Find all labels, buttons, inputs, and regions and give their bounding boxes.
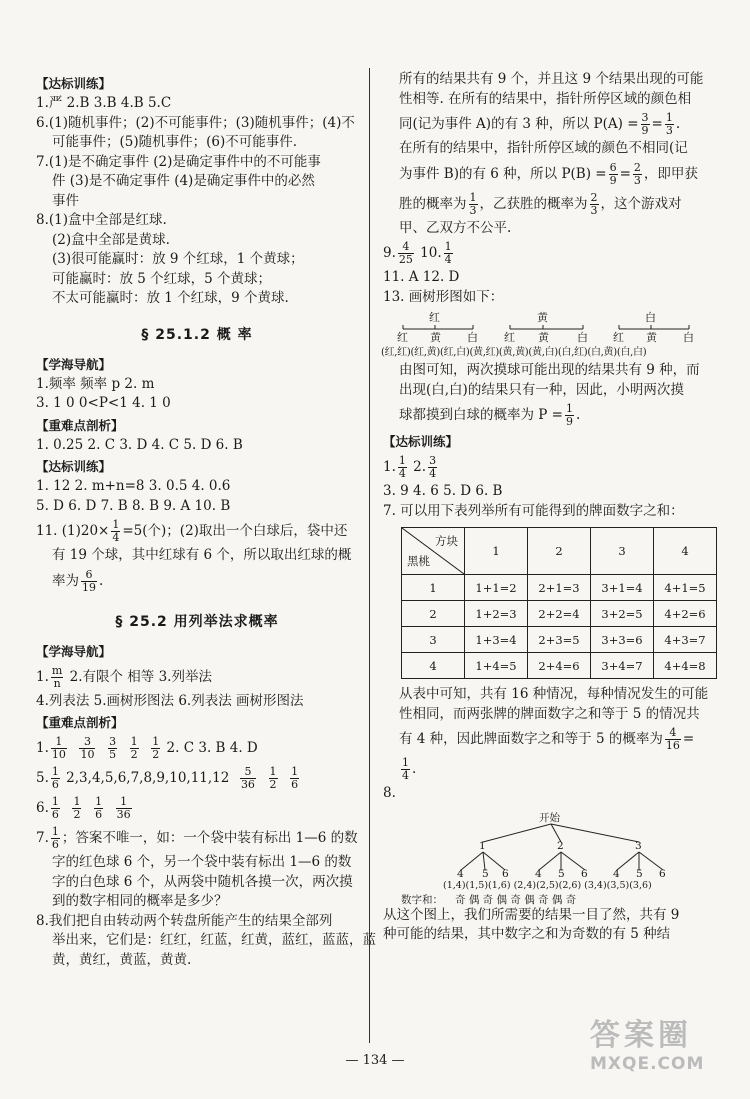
section-title: § 25.1.2 概 率 (141, 326, 253, 343)
tree-node: 5 (482, 867, 489, 880)
table-row (402, 627, 717, 653)
right-column (383, 70, 718, 945)
denominator: 3 (633, 173, 641, 187)
answer-line: 字的白色球 6 个，从两袋中随机各摸一次，两次摸 (52, 873, 353, 890)
answer-line: 4.列表法 5.画树形图法 6.列表法 画树形图法 (36, 692, 304, 709)
section-header: 【学海导航】 (36, 356, 112, 372)
answer-line: 可能赢时：放 5 个红球，5 个黄球； (52, 270, 272, 287)
answer-line: 不太可能赢时：放 1 个红球，9 个黄球. (52, 290, 289, 306)
numerator: 3 (641, 111, 649, 124)
answer-line: 所有的结果共有 9 个，并且这 9 个结果出现的可能 (399, 71, 704, 87)
tree-node: 2 (557, 839, 564, 852)
table-cell: 4+1=5 (654, 575, 717, 601)
numerator: 6 (81, 569, 97, 582)
tree-node: 黄 (538, 331, 549, 344)
section-header: 【达标训练】 (36, 459, 112, 474)
answer-line: 胜的概率为 $\frac{1}{3}$ ，乙获胜的概率为 $\frac{2}{3}$ ，这个游戏对 (399, 190, 682, 217)
tree-node: 5 (636, 867, 643, 880)
denominator: 2 (269, 778, 277, 791)
section-header: 【学海导航】 (36, 643, 112, 659)
fraction (51, 665, 63, 690)
fraction (116, 796, 132, 821)
numerator: 2 (633, 160, 641, 174)
answer-line: 8.(1)盒中全部是红球. (36, 212, 167, 228)
tree-node: 黄 (646, 331, 657, 344)
numerator: 5 (240, 766, 256, 779)
tree-root: 开始 (539, 811, 560, 824)
section-title: § 25.2 用列举法求概率 (115, 613, 279, 630)
tree-node: 6 (659, 867, 666, 880)
denominator: 9 (565, 415, 573, 428)
table-cell: 4+4=8 (654, 653, 717, 679)
tree-node: 4 (535, 867, 542, 880)
fraction (51, 796, 60, 821)
fraction (94, 796, 103, 821)
denominator: n (53, 676, 61, 690)
answer-line: 1.频率 频率 p 2. m (36, 375, 155, 392)
answer-line: 1. $\frac{1}{10}$ $\frac{3}{10}$ $\frac{3}{5}$ $\frac{1}{2}$ $\frac{1}{2}$ 2. C 3. B 4. D (36, 735, 258, 761)
table-row-header: 1 (402, 575, 465, 601)
denominator: 9 (609, 173, 617, 187)
answer-line: (3)很可能赢时：放 9 个红球，1 个黄球； (52, 251, 304, 267)
answer-line: 性相同，而两张牌的牌面数字之和等于 5 的情况共 (399, 705, 700, 722)
fraction (428, 455, 437, 480)
fraction (665, 727, 681, 752)
answer-line: 为事件 B)的有 6 种，所以 P(B) = $\frac{6}{9}$ = $\frac{2}{3}$ ，即甲获 (399, 160, 698, 187)
denominator: 3 (590, 203, 598, 217)
fraction (130, 736, 139, 761)
column-divider (369, 68, 370, 1043)
answer-line: 在所有的结果中，指针所停区域的颜色不相同(记 (399, 140, 688, 156)
table-row-header: 4 (402, 653, 465, 679)
numerator: 1 (51, 736, 67, 749)
numerator: 1 (95, 795, 103, 808)
answer-line: 9. $\frac{4}{25}$ 10. $\frac{1}{4}$ (383, 240, 452, 266)
denominator: 10 (80, 748, 95, 761)
tree-node: 黄 (430, 331, 441, 344)
numerator: 1 (73, 795, 81, 808)
tree-diagram-colors (383, 311, 718, 359)
numerator: 1 (402, 756, 409, 769)
answer-line: 性相等. 在所有的结果中，指针所停区域的颜色相 (399, 90, 692, 107)
tree-node: 白 (645, 311, 656, 324)
corner-top-label: 方块 (435, 534, 458, 548)
fraction (51, 826, 60, 851)
fraction (444, 241, 453, 266)
table-cell: 2+3=5 (528, 627, 591, 653)
sum-label: 数字和： (401, 893, 443, 906)
watermark-text: 答案圈 (590, 1018, 692, 1053)
table-corner-cell (402, 528, 465, 575)
answer-line: 字的红色球 6 个，另一个袋中装有标出 1—6 的数 (52, 854, 352, 870)
denominator: 4 (398, 467, 406, 480)
answer-line: 1.严 2.B 3.B 4.B 5.C (36, 95, 172, 111)
answer-line: 可能事件；(5)随机事件；(6)不可能事件. (52, 134, 298, 150)
fraction (398, 241, 414, 266)
denominator: 10 (51, 748, 66, 761)
table-row (402, 575, 717, 601)
tree-node: 白 (467, 331, 478, 344)
left-column (36, 72, 376, 970)
fraction (290, 766, 299, 791)
answer-line: 8.我们把自由转动两个转盘所能产生的结果全部列 (36, 912, 333, 929)
denominator: 6 (51, 778, 59, 791)
fraction (240, 766, 256, 791)
section-header: 【达标训练】 (383, 434, 459, 449)
answer-line: 由图可知，两次摸球可能出现的结果共有 9 种，而 (399, 362, 700, 378)
sum-table (401, 527, 717, 679)
answer-line: 6. $\frac{1}{6}$ $\frac{1}{2}$ $\frac{1}{6}$ $\frac{1}{36}$ (36, 795, 131, 821)
tree-node: 1 (479, 839, 486, 852)
fraction (51, 766, 60, 791)
numerator: 2 (590, 190, 598, 204)
table-row (402, 601, 717, 627)
denominator: 36 (116, 808, 131, 821)
answer-line: 有 4 种，因此牌面数字之和等于 5 的概率为 $\frac{4}{16}$ = (399, 726, 695, 752)
tree-node: 5 (558, 867, 565, 880)
fraction (590, 192, 599, 217)
tree-node: 黄 (537, 311, 548, 324)
numerator: m (51, 663, 63, 677)
answer-line: 7. 可以用下表列举所有可能得到的牌面数字之和： (383, 502, 684, 519)
fraction (641, 112, 650, 137)
denominator: 2 (152, 748, 160, 761)
numerator: 1 (444, 240, 452, 253)
parity-row: 奇 偶 奇 偶 奇 偶 奇 偶 奇 (455, 893, 577, 906)
tree-node: 4 (613, 867, 620, 880)
numerator: 3 (429, 454, 437, 467)
table-cell: 3+4=7 (591, 653, 654, 679)
fraction (398, 455, 407, 480)
denominator: 6 (51, 808, 59, 821)
denominator: 2 (130, 748, 138, 761)
answer-line: 甲、乙双方不公平. (399, 219, 512, 236)
numerator: 4 (398, 241, 414, 254)
answer-line: $\frac{1}{4}$ . (402, 756, 417, 782)
numerator: 1 (291, 765, 299, 778)
numerator: 1 (665, 111, 673, 124)
page-number: — 134 — (345, 1053, 405, 1068)
numerator: 6 (609, 160, 617, 174)
answer-line: 7. $\frac{1}{6}$ ；答案不唯一，如：一个袋中装有标出 1—6 的数 (36, 825, 358, 851)
watermark-logo (590, 1010, 740, 1080)
numerator: 1 (269, 765, 277, 778)
answer-line: 1. 12 2. m+n=8 3. 0.5 4. 0.6 (36, 478, 231, 494)
denominator: 16 (665, 739, 680, 752)
denominator: 36 (240, 778, 255, 791)
tree-node: 6 (581, 867, 588, 880)
numerator: 4 (665, 727, 681, 740)
answer-line: 7.(1)是不确定事件 (2)是确定事件中的不可能事 (36, 153, 321, 170)
answer-line: 从这个图上，我们所需要的结果一目了然，共有 9 (383, 906, 680, 923)
answer-line: 事件 (52, 192, 79, 209)
fraction (609, 162, 618, 187)
section-header: 【达标训练】 (36, 76, 112, 91)
numerator: 1 (565, 402, 573, 415)
answer-line: 球都摸到白球的概率为 P = $\frac{1}{9}$ . (399, 402, 581, 428)
table-row-header: 3 (402, 627, 465, 653)
answer-line: 11. (1)20× $\frac{1}{4}$ =5(个)；(2)取出一个白球后，袋中还 (36, 518, 348, 544)
fraction (401, 757, 410, 782)
table-cell: 1+3=4 (465, 627, 528, 653)
numerator: 1 (398, 454, 406, 467)
table-cell: 3+3=6 (591, 627, 654, 653)
table-cell: 1+1=2 (465, 575, 528, 601)
answer-line: 举出来，它们是：红红，红蓝，红黄，蓝红，蓝蓝，蓝 (52, 932, 376, 948)
table-cell: 2+2=4 (528, 601, 591, 627)
fraction (72, 796, 81, 821)
fraction (633, 162, 642, 187)
numerator: 1 (469, 190, 477, 204)
answer-line: 有 19 个球，其中红球有 6 个，所以取出红球的概 (52, 547, 352, 563)
denominator: 19 (82, 580, 96, 594)
tree-node: 红 (613, 331, 624, 344)
answer-line: 5. D 6. D 7. B 8. B 9. A 10. B (36, 497, 231, 514)
denominator: 3 (665, 124, 673, 137)
answer-line: 1. $\frac{1}{4}$ 2. $\frac{3}{4}$ (383, 454, 437, 480)
table-col-header: 3 (591, 528, 654, 575)
answer-line: 5. $\frac{1}{6}$ 2,3,4,5,6,7,8,9,10,11,12 $\frac{5}{36}$ $\frac{1}{2}$ $\frac{1}{6}$ (36, 765, 299, 791)
answer-line: 3. 1 0 0<P<1 4. 1 0 (36, 395, 171, 411)
table-cell: 4+3=7 (654, 627, 717, 653)
answer-line: 到的数字相同的概率是多少？ (52, 893, 228, 909)
denominator: 6 (51, 838, 59, 851)
table-col-header: 4 (654, 528, 717, 575)
numerator: 1 (112, 518, 120, 531)
answer-line: 出现(白,白)的结果只有一种，因此，小明两次摸 (399, 381, 684, 398)
numerator: 3 (79, 736, 95, 749)
watermark-url: MXQE.COM (590, 1054, 705, 1074)
tree-node: 白 (577, 331, 588, 344)
fraction (469, 192, 478, 217)
table-cell: 3+2=5 (591, 601, 654, 627)
denominator: 3 (469, 203, 477, 217)
answer-line: 1. $\frac{m}{n}$ 2.有限个 相等 3.列举法 (36, 663, 212, 690)
denominator: 6 (95, 808, 103, 821)
corner-bottom-label: 黑桃 (407, 554, 430, 568)
numerator: 1 (51, 765, 59, 778)
fraction (665, 112, 674, 137)
table-row (402, 653, 717, 679)
table-header-row (402, 528, 717, 575)
tree-pairs: (1,4)(1,5)(1,6) (2,4)(2,5)(2,6) (3,4)(3,5)(3,6) (443, 879, 652, 891)
tree-diagram-numbers (383, 808, 718, 904)
answer-line: 3. 9 4. 6 5. D 6. B (383, 483, 503, 499)
fraction (81, 569, 97, 594)
tree-node: 白 (683, 331, 694, 344)
fraction (111, 519, 120, 544)
table-cell: 1+2=3 (465, 601, 528, 627)
table-cell: 4+2=6 (654, 601, 717, 627)
answer-line: (2)盒中全部是黄球. (52, 231, 170, 248)
denominator: 6 (291, 778, 299, 791)
denominator: 4 (444, 253, 452, 266)
denominator: 5 (109, 748, 117, 761)
table-cell: 2+1=3 (528, 575, 591, 601)
table-cell: 3+1=4 (591, 575, 654, 601)
tree-node: 红 (504, 331, 515, 344)
answer-line: 11. A 12. D (383, 269, 460, 285)
tree-outcomes: (红,红)(红,黄)(红,白)(黄,红)(黄,黄)(黄,白)(白,红)(白,黄)(白,白) (381, 347, 647, 358)
table-col-header: 1 (465, 528, 528, 575)
denominator: 4 (429, 467, 437, 480)
answer-line: 6.(1)随机事件；(2)不可能事件；(3)随机事件；(4)不 (36, 114, 355, 131)
fraction (269, 766, 278, 791)
table-row-header: 2 (402, 601, 465, 627)
denominator: 25 (398, 253, 413, 266)
tree-node: 4 (457, 867, 464, 880)
answer-line: 8. (383, 785, 396, 801)
answer-line: 13. 画树形图如下： (383, 288, 504, 305)
answer-line: 同(记为事件 A)的有 3 种，所以 P(A) = $\frac{3}{9}$ = $\frac{1}{3}$ . (399, 111, 681, 137)
answer-line: 率为 $\frac{6}{19}$ . (52, 567, 104, 594)
numerator: 1 (152, 735, 160, 748)
numerator: 1 (51, 795, 59, 808)
tree-node: 6 (502, 867, 509, 880)
answer-line: 件 (3)是不确定事件 (4)是确定事件中的必然 (52, 173, 315, 189)
section-header: 【重难点剖析】 (36, 715, 124, 730)
answer-line: 黄，黄红，黄蓝，黄黄. (52, 951, 192, 968)
tree-node: 红 (429, 311, 440, 324)
numerator: 3 (109, 735, 117, 748)
denominator: 4 (112, 531, 120, 544)
numerator: 1 (51, 825, 59, 838)
answer-line: 种可能的结果，其中数字之和为奇数的有 5 种结 (383, 926, 671, 942)
table-col-header: 2 (528, 528, 591, 575)
fraction (565, 403, 574, 428)
tree-node: 红 (397, 331, 408, 344)
table-cell: 2+4=6 (528, 653, 591, 679)
table-cell: 1+4=5 (465, 653, 528, 679)
denominator: 9 (641, 124, 649, 137)
denominator: 2 (73, 808, 81, 821)
fraction (51, 736, 67, 761)
fraction (79, 736, 95, 761)
answer-line: 1. 0.25 2. C 3. D 4. C 5. D 6. B (36, 436, 243, 453)
tree-node: 3 (635, 839, 642, 852)
answer-line: 从表中可知，共有 16 种情况，每种情况发生的可能 (399, 686, 709, 702)
fraction (151, 736, 160, 761)
section-header: 【重难点剖析】 (36, 417, 124, 433)
denominator: 4 (402, 769, 409, 782)
fraction (108, 736, 117, 761)
numerator: 1 (116, 796, 132, 809)
numerator: 1 (130, 735, 138, 748)
